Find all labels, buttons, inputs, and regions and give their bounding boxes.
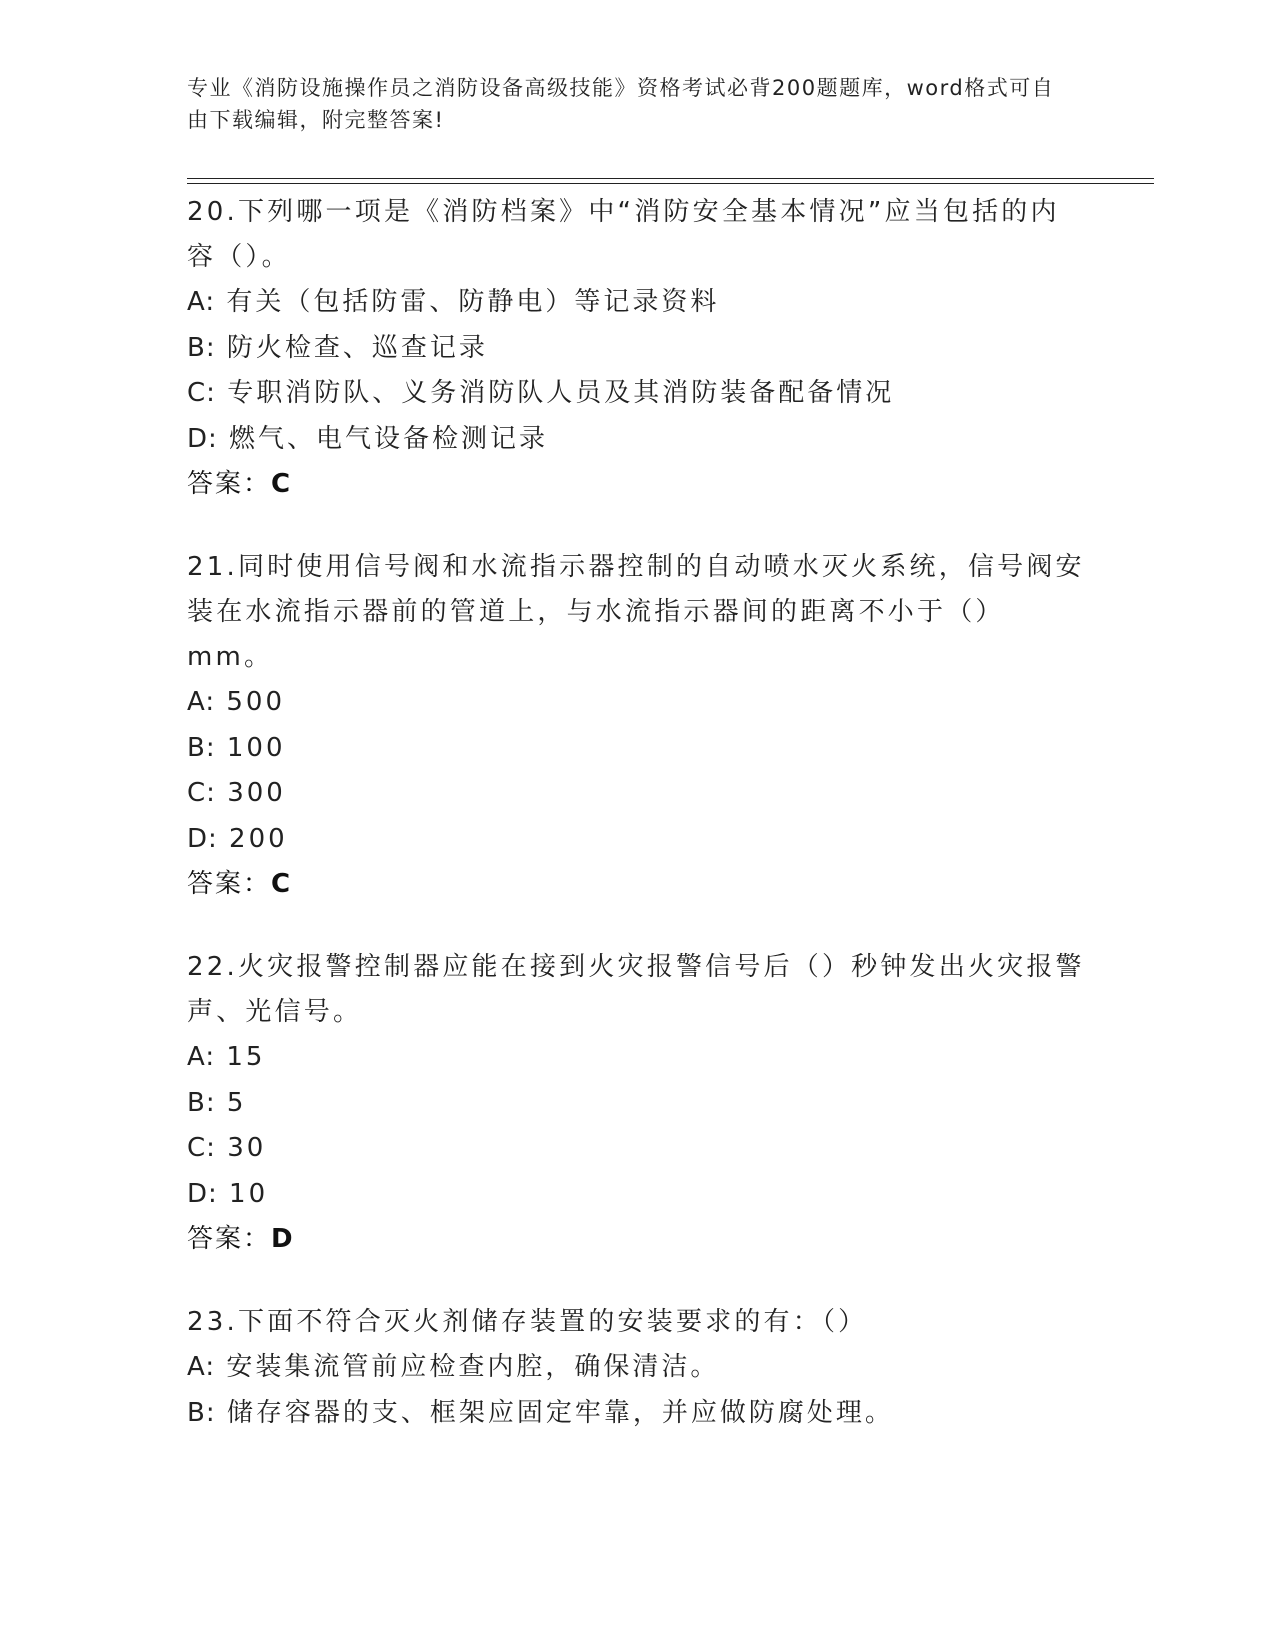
answer-label: 答案： xyxy=(187,869,272,899)
header-divider-line-secondary xyxy=(187,183,1154,184)
option-text: 100 xyxy=(226,732,286,763)
answer-line xyxy=(187,862,1087,907)
option-text: 500 xyxy=(226,687,285,717)
option-letter: A: xyxy=(187,687,216,717)
answer-value: D xyxy=(271,1224,295,1254)
option-d xyxy=(187,1172,1087,1218)
option-c xyxy=(187,771,1087,817)
header-divider-line xyxy=(187,178,1154,179)
question-list xyxy=(187,190,1087,1474)
option-d xyxy=(187,817,1087,863)
option-letter: B: xyxy=(187,732,216,763)
question-text: 23.下面不符合灭火剂储存装置的安装要求的有：（） xyxy=(187,1307,868,1337)
question-item xyxy=(187,945,1087,1262)
option-b xyxy=(187,726,1087,772)
option-b xyxy=(187,1081,1087,1127)
option-text: 10 xyxy=(229,1178,269,1209)
option-text: 储存容器的支、框架应固定牢靠，并应做防腐处理。 xyxy=(226,1397,894,1428)
option-letter: C: xyxy=(187,778,216,808)
option-text: 200 xyxy=(229,823,288,854)
question-text: 20.下列哪一项是《消防档案》中“消防安全基本情况”应当包括的内容（）。 xyxy=(187,197,1060,272)
option-a xyxy=(187,1345,1087,1391)
question-item xyxy=(187,1300,1087,1436)
option-a xyxy=(187,280,1087,326)
option-a xyxy=(187,1035,1087,1081)
option-text: 30 xyxy=(227,1133,267,1163)
option-letter: D: xyxy=(187,1178,218,1209)
answer-line xyxy=(187,462,1087,507)
option-text: 安装集流管前应检查内腔，确保清洁。 xyxy=(226,1352,720,1382)
option-b xyxy=(187,1391,1087,1437)
question-text: 22.火灾报警控制器应能在接到火灾报警信号后（）秒钟发出火灾报警声、光信号。 xyxy=(187,952,1085,1027)
option-text: 15 xyxy=(226,1042,266,1072)
option-c xyxy=(187,371,1087,417)
option-letter: D: xyxy=(187,823,218,854)
option-letter: A: xyxy=(187,1042,216,1072)
option-b xyxy=(187,326,1087,372)
option-text: 燃气、电气设备检测记录 xyxy=(229,423,549,454)
option-letter: B: xyxy=(187,1397,216,1428)
question-item xyxy=(187,190,1087,507)
question-item xyxy=(187,545,1087,907)
option-letter: B: xyxy=(187,332,216,363)
option-letter: C: xyxy=(187,1133,216,1163)
option-d xyxy=(187,417,1087,463)
option-text: 300 xyxy=(227,778,286,808)
answer-line xyxy=(187,1217,1087,1262)
option-letter: B: xyxy=(187,1087,216,1118)
document-header: 专业《消防设施操作员之消防设备高级技能》资格考试必背200题题库，word格式可自由下载编辑，附完整答案! xyxy=(187,76,1055,132)
option-text: 有关（包括防雷、防静电）等记录资料 xyxy=(226,287,720,317)
question-text: 21.同时使用信号阀和水流指示器控制的自动喷水灭火系统，信号阀安装在水流指示器前的管道上，与水流指示器间的距离不小于（）mm。 xyxy=(187,552,1085,672)
option-letter: A: xyxy=(187,1352,216,1382)
option-text: 专职消防队、义务消防队人员及其消防装备配备情况 xyxy=(227,378,895,408)
option-letter: D: xyxy=(187,423,218,454)
answer-value: C xyxy=(271,869,292,899)
answer-value: C xyxy=(271,469,292,499)
option-letter: C: xyxy=(187,378,216,408)
answer-label: 答案： xyxy=(187,1224,272,1254)
option-text: 5 xyxy=(226,1087,247,1118)
option-a xyxy=(187,680,1087,726)
answer-label: 答案： xyxy=(187,469,272,499)
option-c xyxy=(187,1126,1087,1172)
option-letter: A: xyxy=(187,287,216,317)
option-text: 防火检查、巡查记录 xyxy=(226,332,488,363)
